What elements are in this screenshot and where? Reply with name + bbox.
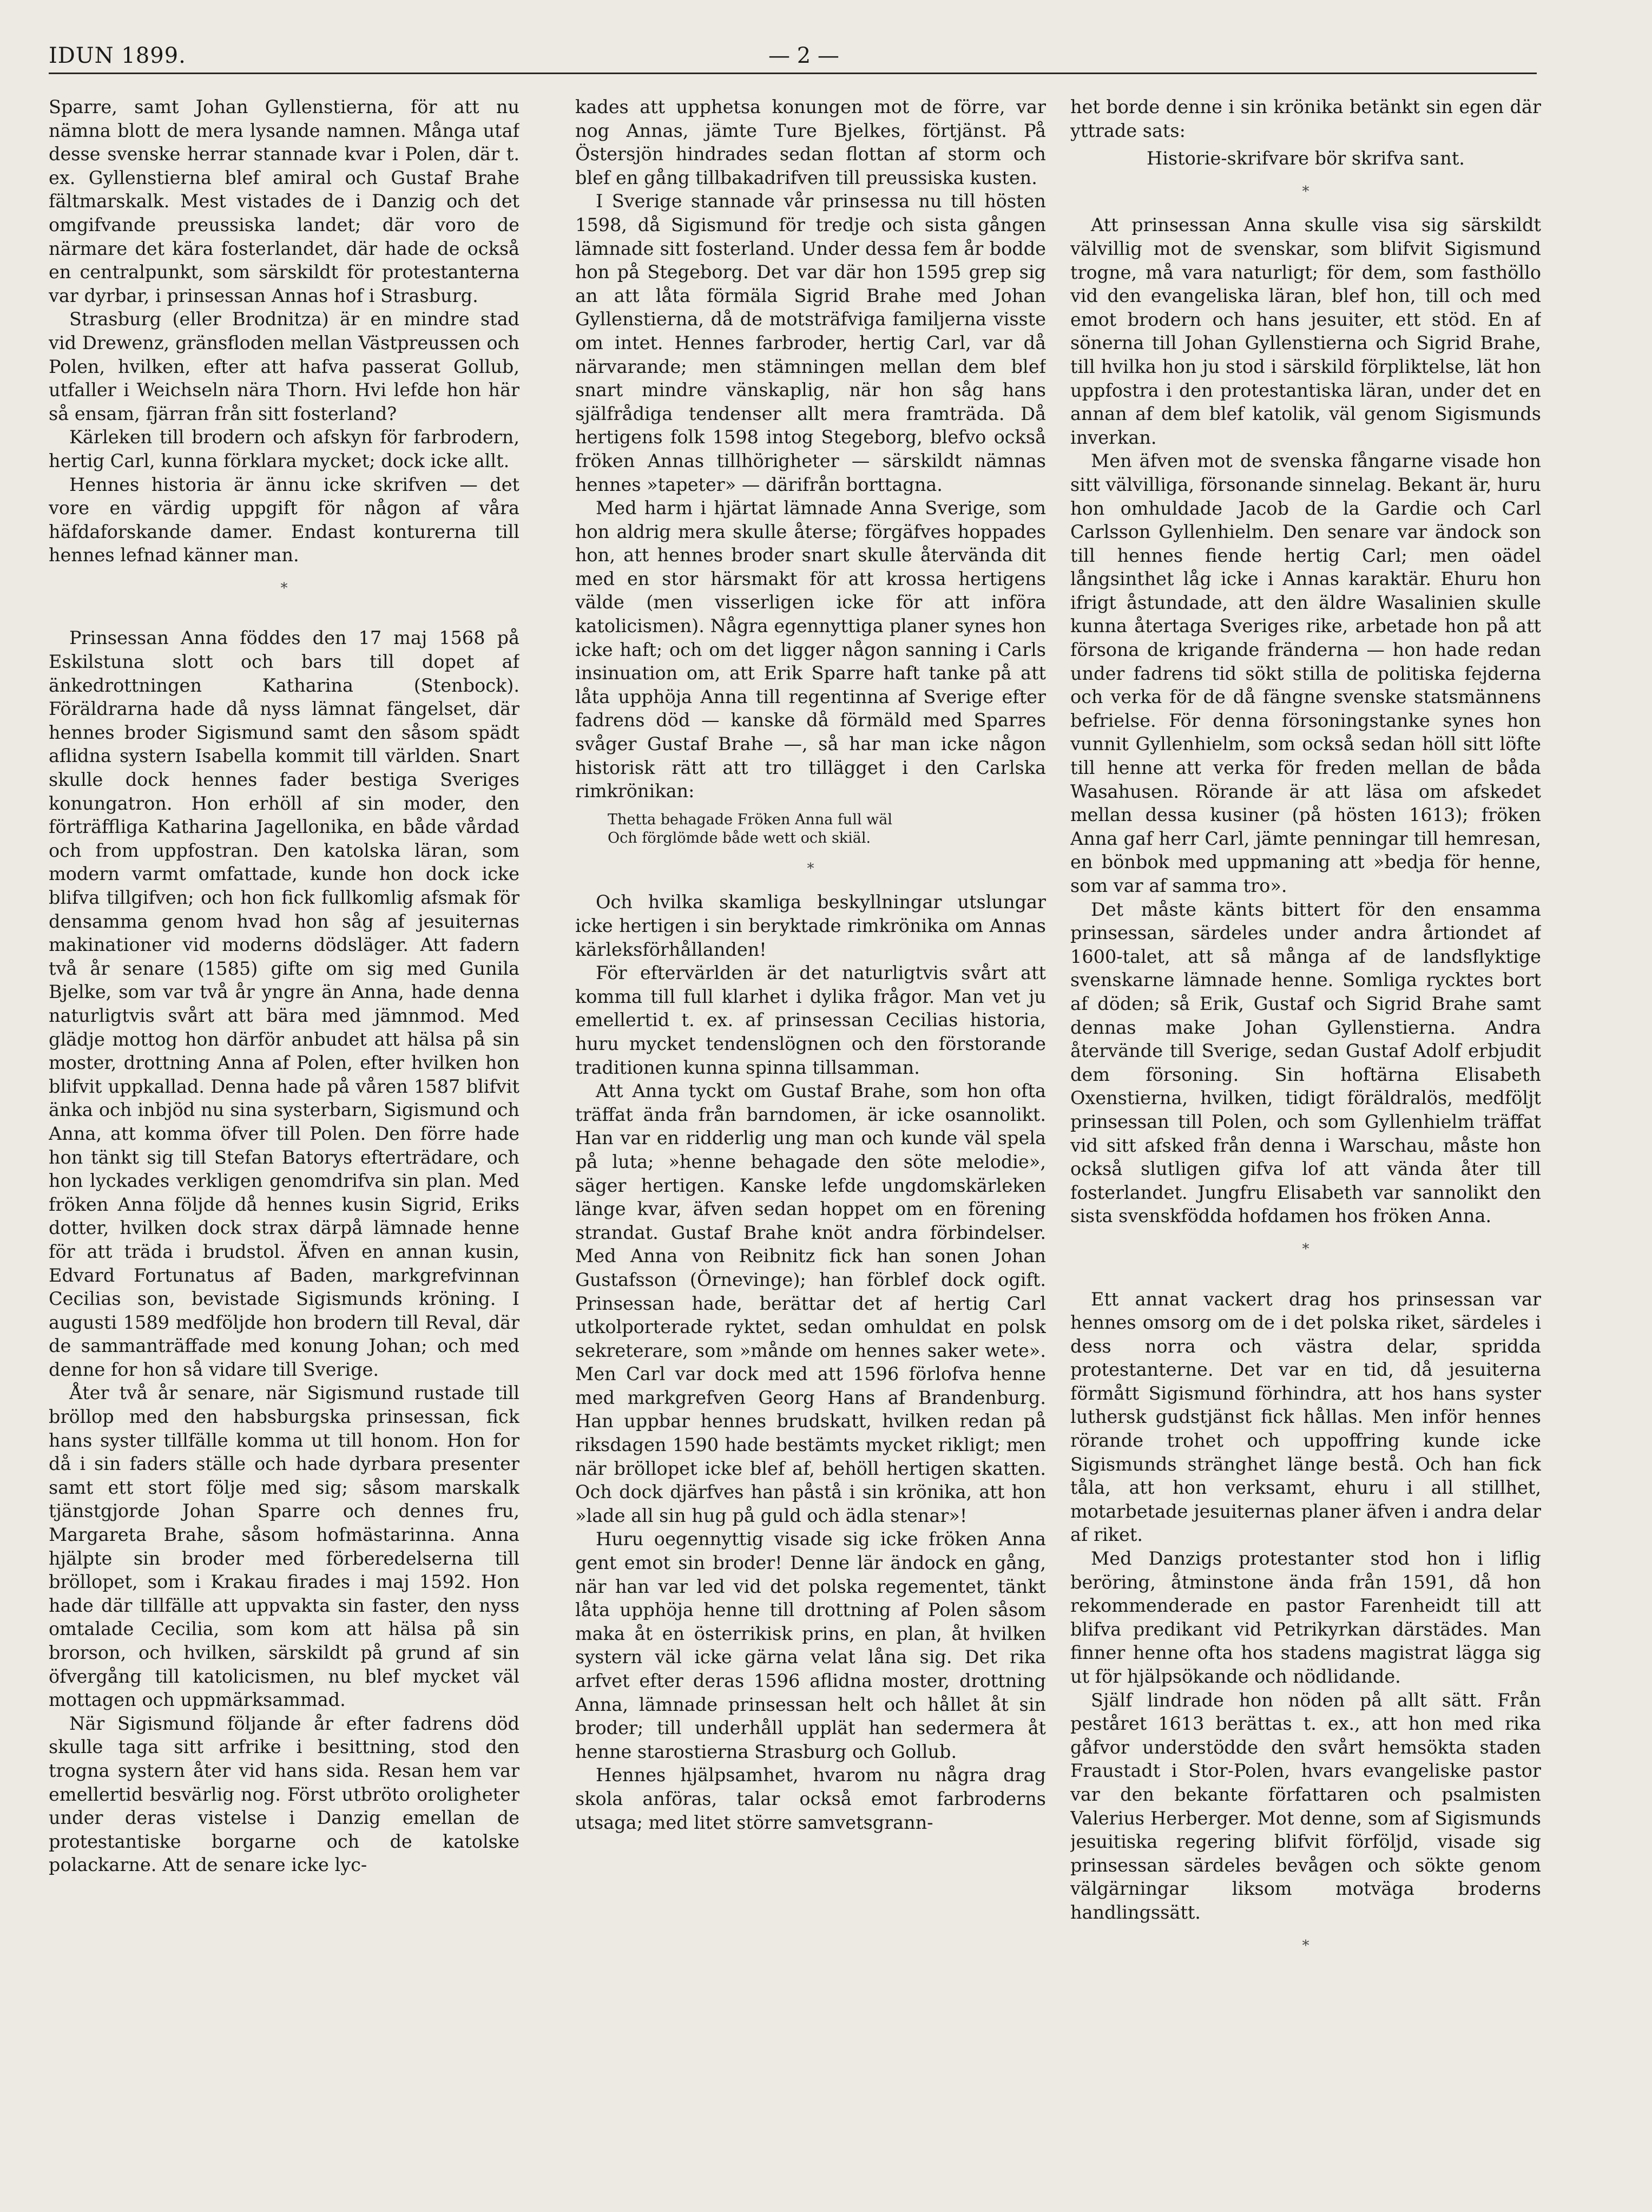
paragraph: Strasburg (eller Brodnitza) är en mindre stad vid Drewenz, gränsfloden mellan Västpreussen och Polen, hvilken, efter att hafva passerat Gollub, utfaller i Weichseln nära Thorn. Hvi lefde hon här så ensam, fjärran från sitt fosterland? [49,309,519,424]
text-column-2 [575,95,1046,2184]
paragraph: Kärleken till brodern och afskyn för farbrodern, hertig Carl, kunna förklara mycket; dock icke allt. [49,426,519,471]
paragraph: Och hvilka skamliga beskyllningar utslungar icke hertigen i sin beryktade rimkrönika om Annas kärleksförhållanden! [575,891,1046,960]
section-divider-asterisk: * [280,580,288,596]
page-header [49,39,1537,77]
section-divider-asterisk: * [807,860,814,877]
verse-line: Thetta behagade Fröken Anna full wäl [608,811,892,828]
text-column-1 [49,95,519,2184]
quoted-maxim: Historie-skrifvare bör skrifva sant. [1147,148,1465,169]
spacer [1070,1271,1541,1288]
spacer [49,610,519,626]
paragraph: het borde denne i sin krönika betänkt sin egen där yttrade sats: [1070,96,1541,141]
paragraph: Åter två år senare, när Sigismund rustade till bröllop med den habsburgska prinsessan, fick hans syster tillfälle komma ut till honom. Hon for då i sin faders ställe och hade dyrbara presenter samt ett stort följe med sig; såsom marskalk tjänstgjorde Johan Sparre och dennes fru, Margareta Brahe, såsom hofmästarinna. Anna hjälpte sin broder med förberedelserna till bröllopet, som i Krakau firades i maj 1592. Hon hade där tillfälle att uppvakta sin faster, den nyss omtalade Cecilia, som kom att hälsa på sin brorson, och hvilken, särskildt på grund af sin öfvergång till katolicismen, nu blef mycket väl mottagen och uppmärksammad. [49,1382,519,1711]
paragraph: Med harm i hjärtat lämnade Anna Sverige, som hon aldrig mera skulle återse; förgäfves hoppades hon, att hennes broder snart skulle återvända dit med en stor härsmakt för att krossa hertigens välde (men visserligen icke för att införa katolicismen). Några egennyttiga planer synes hon icke haft; och om det ligger någon sanning i Carls insinuation om, att Erik Sparre haft tanke på att låta upphöja Anna till regentinna af Sverige efter fadrens död — kanske då förmäld med Sparres svåger Gustaf Brahe —, så har man icke någon historisk rätt att tro tillägget i den Carlska rimkrönikan: [575,497,1046,802]
paragraph: Det måste känts bittert för den ensamma prinsessan, särdeles under andra årtiondet af 1600-talet, att så många af de landsflyktige svenskarne lämnade henne. Somliga rycktes bort af döden; så Erik, Gustaf och Sigrid Brahe samt dennas make Johan Gyllenstierna. Andra återvände till Sverige, sedan Gustaf Adolf erbjudit dem försoning. Sin hoftärna Elisabeth Oxenstierna, hvilken, tidigt föräldralös, medföljt prinsessan till Polen, och som Gyllenhielm träffat vid sitt afsked från denna i Warschau, måste hon också slutligen gifva lof att vända åter till fosterlandet. Jungfru Elisabeth var sannolikt den sista svenskfödda hofdamen hos fröken Anna. [1070,898,1541,1227]
paragraph: För eftervärlden är det naturligtvis svårt att komma till full klarhet i dylika frågor. Man vet ju emellertid t. ex. af prinsessan Cecilias historia, huru mycket tendenslögnen och den förstorande traditionen kunna spinna tillsamman. [575,962,1046,1078]
verse-line: Och förglömde både wett och skiäl. [608,829,871,846]
paragraph: Prinsessan Anna föddes den 17 maj 1568 på Eskilstuna slott och bars till dopet af änkedrottningen Katharina (Stenbock). Föräldrarna hade då nyss lämnat fängelset, där hennes broder Sigismund samt den såsom spädt aflidna systern Isabella kommit till världen. Snart skulle dock hennes fader bestiga Sveriges konungatron. Hon erhöll af sin moder, den förträffliga Katharina Jagellonika, en både vårdad och from uppfostran. Den katolska läran, som modern varmt omfattade, kunde hon dock icke blifva tillgifven; och hon fick fullkomlig afsmak för densamma genom hvad hon såg af jesuiternas makinationer vid moderns dödsläger. Att fadern två år senare (1585) gifte om sig med Gunila Bjelke, som var två år yngre än Anna, hade denna naturligtvis svårt att bära med jämnmod. Med glädje mottog hon därför anbudet att hälsa på sin moster, drottning Anna af Polen, efter hvilken hon blifvit uppkallad. Denna hade på våren 1587 blifvit änka och inbjöd nu sina systerbarn, Sigismund och Anna, att komma öfver till Polen. Den förre hade hon tänkt sig till Stefan Batorys efterträdare, och hon lyckades verkligen genomdrifva sin plan. Med fröken Anna följde då hennes kusin Sigrid, Eriks dotter, hvilken dock strax därpå lämnade henne för att träda i brudstol. Äfven en annan kusin, Edvard Fortunatus af Baden, markgrefvinnan Cecilias son, bevistade Sigismunds kröning. I augusti 1589 medföljde hon brodern till Reval, där de sammanträffade med konung Johan; och med denne for hon så vidare till Sverige. [49,627,519,1380]
paragraph: I Sverige stannade vår prinsessa nu till hösten 1598, då Sigismund för tredje och sista gången lämnade sitt fosterland. Under dessa fem år bodde hon på Stegeborg. Det var där hon 1595 grep sig an att låta förmäla Sigrid Brahe med Johan Gyllenstierna, då de motsträfviga familjerna visste om intet. Hennes farbroder, hertig Carl, var då närvarande; men stämningen mellan dem blef snart mindre vänskaplig, när hon såg hans själfrådiga tendenser allt mera framträda. Då hertigens folk 1598 intog Stegeborg, blefvo också fröken Annas tillhörigheter — särskildt nämnas hennes »tapeter» — därifrån borttagna. [575,191,1046,495]
paragraph: Med Danzigs protestanter stod hon i liflig beröring, åtminstone ända från 1591, då hon rekommenderade en pastor Farenheidt till att blifva predikant vid Petrikyrkan därstädes. Man finner henne ofta hos stadens magistrat lägga sig ut för hjälpsökande och nödlidande. [1070,1548,1541,1687]
section-divider-asterisk: * [1302,183,1309,200]
paragraph: Men äfven mot de svenska fångarne visade hon sitt välvilliga, försonande sinnelag. Bekant är, huru hon omhuldade Jacob de la Gardie och Carl Carlsson Gyllenhielm. Den senare var ändock son till hennes fiende hertig Carl; men oädel långsinthet låg icke i Annas karaktär. Ehuru hon ifrigt åstundade, att den äldre Wasalinien skulle kunna återtaga Sveriges rike, arbetade hon på att försona de krigande fränderna — hon hade redan under fadrens tid sökt stilla de politiska fejderna och verka för de då fängne svenske statsmännens befrielse. För denna försoningstanke synes hon vunnit Gyllenhielm, som också sedan höll sitt löfte till henne att verka för freden mellan de båda Wasahusen. Rörande är att läsa om afskedet mellan dessa kusiner (på hösten 1613); fröken Anna gaf herr Carl, jämte penningar till hemresan, en bönbok med uppmaning att »bedja för henne, som var af samma tro». [1070,450,1541,896]
header-rule [49,73,1537,74]
paragraph: Att prinsessan Anna skulle visa sig särskildt välvillig mot de svenskar, som blifvit Sigismund trogne, må vara naturligt; för dem, som fasthöllo vid den evangeliska läran, blef hon, till och med emot brodern och hans jesuiter, ett stöd. En af sönerna till Johan Gyllenstierna och Sigrid Brahe, till hvilka hon ju stod i särskild förpliktelse, lät hon uppfostra i den protestantiska läran, under det en annan af dem blef katolik, väl genom Sigismunds inverkan. [1070,214,1541,448]
paragraph: Att Anna tyckt om Gustaf Brahe, som hon ofta träffat ända från barndomen, är icke osannolikt. Han var en ridderlig ung man och kunde väl spela på luta; »henne behagade den söte melodie», säger hertigen. Kanske lefde ungdomskärleken länge kvar, äfven sedan hoppet om en förening strandat. Gustaf Brahe knöt andra förbindelser. Med Anna von Reibnitz fick han sonen Johan Gustafsson (Örnevinge); han förblef dock ogift. Prinsessan hade, berättar det af hertig Carl utkolporterade ryktet, sedan omhuldat en polsk sekreterare, som »månde om hennes saker wete». Men Carl var dock med att 1596 förlofva henne med markgrefven Georg Hans af Brandenburg. Han uppbar hennes brudskatt, hvilken redan på riksdagen 1590 hade bestämts mycket rikligt; men när bröllopet icke blef af, behöll hertigen skatten. Och dock djärfves han påstå i sin krönika, att hon »lade all sin hug på guld och ädla stenar»! [575,1080,1046,1526]
paragraph: Sparre, samt Johan Gyllenstierna, för att nu nämna blott de mera lysande namnen. Många utaf desse svenske herrar stannade kvar i Polen, där t. ex. Gyllenstierna blef amiral och Gustaf Brahe fältmarskalk. Mest vistades de i Danzig och det omgifvande preussiska landet; där voro de närmare det kära fosterlandet, där hade de också en centralpunkt, som särskildt för protestanterna var dyrbar, i prinsessan Annas hof i Strasburg. [49,96,519,306]
paragraph: Hennes historia är ännu icke skrifven — det vore en värdig uppgift för någon af våra häfdaforskande damer. Endast konturerna till hennes lefnad känner man. [49,474,519,566]
verse-quotation [608,811,1046,848]
section-divider-asterisk: * [1302,1240,1309,1257]
paragraph: När Sigismund följande år efter fadrens död skulle taga sitt arfrike i besittning, stod den trogna systern åter vid hans sida. Resan hem var emellertid besvärlig nog. Först utbröto oroligheter under deras vistelse i Danzig emellan de protestantiske borgarne och de katolske polackarne. Att de senare icke lyc- [49,1712,519,1876]
paragraph: Huru oegennyttig visade sig icke fröken Anna gent emot sin broder! Denne lär ändock en gång, när han var led vid det polska regementet, tänkt låta upphöja henne till drottning af Polen såsom maka åt en österrikisk prins, en plan, åt hvilken systern väl icke gärna velat låna sig. Det rika arfvet efter deras 1596 aflidna moster, drottning Anna, lämnade prinsessan helt och hållet åt sin broder; till underhåll upplät han sedermera åt henne starostierna Strasburg och Gollub. [575,1528,1046,1762]
journal-title: IDUN 1899. [49,43,186,68]
paragraph: Hennes hjälpsamhet, hvarom nu några drag skola anföras, talar också emot farbroderns utsaga; med litet större samvetsgrann- [575,1764,1046,1833]
section-divider-asterisk: * [1302,1937,1309,1954]
text-column-3 [1070,95,1541,2184]
paragraph: Själf lindrade hon nöden på allt sätt. Från peståret 1613 berättas t. ex., att hon med rika gåfvor understödde den svårt hemsökta staden Fraustadt i Stor-Polen, hvars evangeliske pastor var den bekante författaren och psalmisten Valerius Herberger. Mot denne, som af Sigismunds jesuitiska regering blifvit förföljd, visade sig prinsessan särdeles bevågen och sökte genom välgärningar liksom motväga broderns handlingssätt. [1070,1689,1541,1923]
page-number: — 2 — [768,43,839,68]
paragraph: Ett annat vackert drag hos prinsessan var hennes omsorg om de i det polska riket, särdeles i dess norra och västra delar, spridda protestanterne. Det var en tid, då jesuiterna förmått Sigismund förhindra, att hos hans syster luthersk gudstjänst fick hållas. Men inför hennes rörande trohet och uppoffring kunde icke Sigismunds stränghet länge bestå. Och han fick tåla, att hon verksamt, ehuru i all stillhet, motarbetade jesuiternas planer äfven i andra delar af riket. [1070,1288,1541,1546]
paragraph: kades att upphetsa konungen mot de förre, var nog Annas, jämte Ture Bjelkes, förtjänst. På Östersjön hindrades sedan flottan af storm och blef en gång tillbakadrifven till preussiska kusten. [575,96,1046,188]
